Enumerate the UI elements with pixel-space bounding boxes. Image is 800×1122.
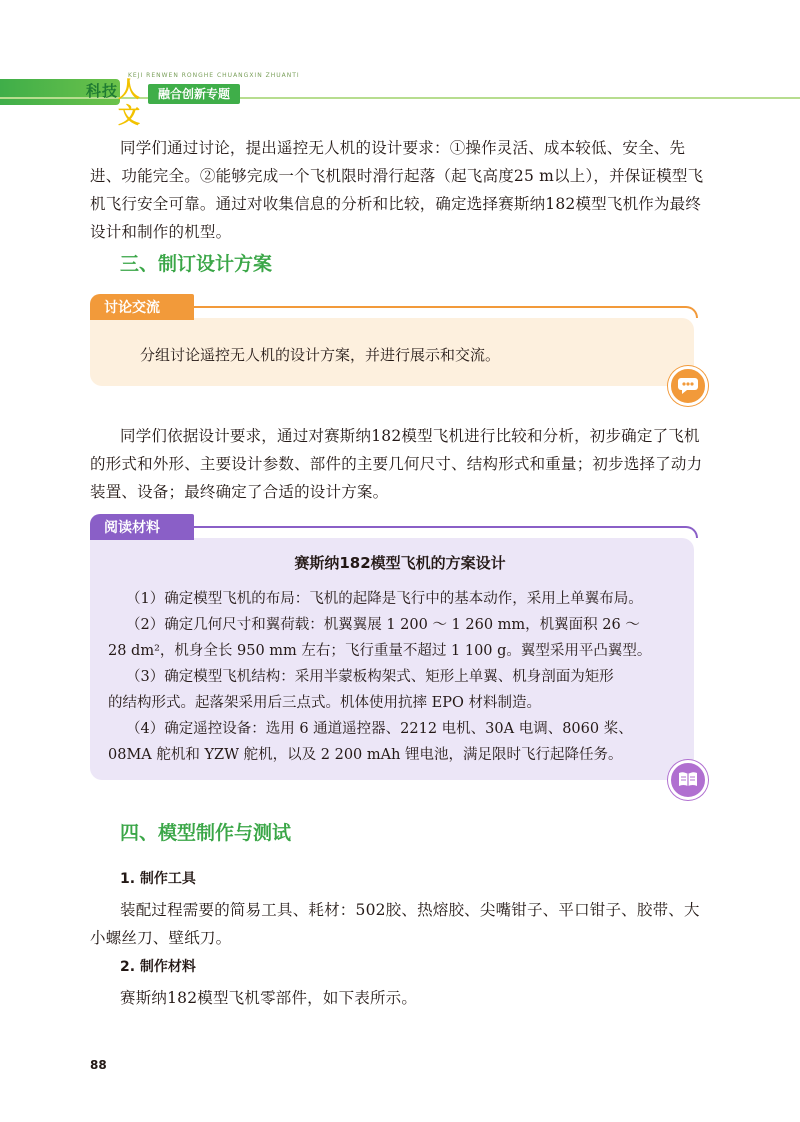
tools-line-2: 小螺丝刀、壁纸刀。 xyxy=(90,929,232,947)
book-icon xyxy=(668,760,708,800)
section-title-4: 四、模型制作与测试 xyxy=(120,822,292,844)
materials-title: 2. 制作材料 xyxy=(120,959,196,975)
reading-line-6: （4）确定遥控设备：选用 6 通道遥控器、2212 电机、30A 电调、8060 桨、 xyxy=(126,721,633,737)
reading-line-2: （2）确定几何尺寸和翼荷载：机翼翼展 1 200 ～ 1 260 mm，机翼面积 26 ～ xyxy=(126,617,640,633)
reading-title: 赛斯纳182模型飞机的方案设计 xyxy=(294,554,506,572)
discussion-border xyxy=(186,306,698,318)
section-title-3: 三、制订设计方案 xyxy=(120,253,273,275)
discussion-text: 分组讨论遥控无人机的设计方案，并进行展示和交流。 xyxy=(140,346,501,364)
intro-line-4: 设计和制作的机型。 xyxy=(90,223,232,241)
intro-line-2: 进、功能完全。②能够完成一个飞机限时滑行起落（起飞高度25 m以上），并保证模型飞 xyxy=(90,167,704,185)
tools-line-1: 装配过程需要的简易工具、耗材：502胶、热熔胶、尖嘴钳子、平口钳子、胶带、大 xyxy=(120,901,700,919)
reading-tab-label: 阅读材料 xyxy=(104,520,160,536)
intro-line-3: 机飞行安全可靠。通过对收集信息的分析和比较，确定选择赛斯纳182模型飞机作为最终 xyxy=(90,195,702,213)
para2-line-3: 装置、设备；最终确定了合适的设计方案。 xyxy=(90,483,389,501)
header-pinyin: KEJI RENWEN RONGHE CHUANGXIN ZHUANTI xyxy=(128,72,300,79)
header-subject: 科技 xyxy=(86,82,119,100)
reading-border xyxy=(186,526,698,538)
header-topic: 融合创新专题 xyxy=(148,84,240,104)
reading-line-1: （1）确定模型飞机的布局：飞机的起降是飞行中的基本动作，采用上单翼布局。 xyxy=(126,591,643,607)
tools-title: 1. 制作工具 xyxy=(120,871,196,887)
para2-line-1: 同学们依据设计要求，通过对赛斯纳182模型飞机进行比较和分析，初步确定了飞机 xyxy=(120,427,700,445)
reading-line-3: 28 dm²，机身全长 950 mm 左右；飞行重量不超过 1 100 g。翼型采用平凸翼型。 xyxy=(108,643,652,659)
reading-line-5: 的结构形式。起落架采用后三点式。机体使用抗摔 EPO 材料制造。 xyxy=(108,695,541,711)
discussion-tab-label: 讨论交流 xyxy=(104,300,160,316)
intro-line-1: 同学们通过讨论，提出遥控无人机的设计要求：①操作灵活、成本较低、安全、先 xyxy=(120,139,686,157)
chat-icon xyxy=(668,366,708,406)
reading-line-7: 08MA 舵机和 YZW 舵机，以及 2 200 mAh 锂电池，满足限时飞行起降任务。 xyxy=(108,747,623,763)
page-number: 88 xyxy=(90,1058,107,1072)
materials-text: 赛斯纳182模型飞机零部件，如下表所示。 xyxy=(120,989,418,1007)
reading-line-4: （3）确定模型飞机结构：采用半蒙板构架式、矩形上单翼、机身剖面为矩形 xyxy=(126,669,614,685)
header-deco-text: 人文 xyxy=(118,78,141,129)
para2-line-2: 的形式和外形、主要设计参数、部件的主要几何尺寸、结构形式和重量；初步选择了动力 xyxy=(90,455,703,473)
